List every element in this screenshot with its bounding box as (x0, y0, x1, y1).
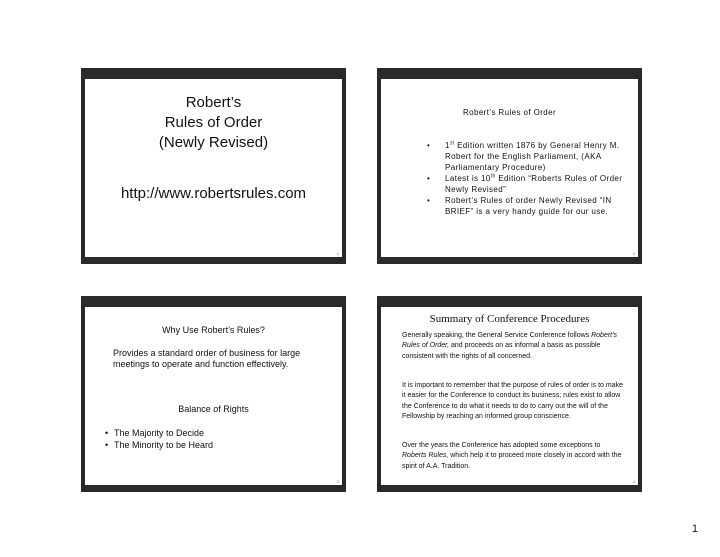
slide-2-bullet-list (427, 140, 627, 217)
list-item: • The Majority to Decide (105, 427, 213, 439)
slide-3-paragraph: Provides a standard order of business for large meetings to operate and function effectively. (113, 348, 301, 369)
slide-4-content (381, 307, 638, 485)
slide-3-content (85, 307, 342, 485)
slide-number: 3 (336, 479, 339, 484)
slide-number: 1 (336, 251, 339, 256)
paragraph: Over the years the Conference has adopted some exceptions to Roberts Rules, which help it to proceed more closely in accord with the spirit of A.A. Tradition. (402, 442, 622, 470)
list-item: • The Minority to be Heard (105, 439, 213, 451)
slide-2 (377, 68, 642, 264)
list-item: • Robert’s Rules of order Newly Revised “IN BRIEF” is a very handy guide for our use. (427, 195, 627, 217)
list-item: • 1st Edition written 1876 by General Henry M. Robert for the English Parliament, (AKA Parliamentary Procedure) (427, 140, 627, 173)
slide-3-heading: Why Use Robert’s Rules? (162, 325, 265, 335)
page-number: 1 (691, 523, 698, 535)
slide-4-heading: Summary of Conference Procedures (429, 313, 590, 325)
slide-4 (377, 296, 642, 492)
paragraph: Generally speaking, the General Service Conference follows Robert's Rules of Order, and proceeds on as informal a basis as possible consistent with the rights of all concerned. (402, 332, 617, 360)
slide-1 (81, 68, 346, 264)
slide-1-content (85, 79, 342, 257)
slide-2-heading: Robert’s Rules of Order (462, 108, 557, 117)
slide-3 (81, 296, 346, 492)
slide-number: 2 (632, 251, 635, 256)
title-line: Rules of Order (164, 114, 263, 131)
title-line: Robert’s (185, 94, 242, 111)
slide-3-bullet-list (105, 427, 213, 451)
paragraph: It is important to remember that the purpose of rules of order is to make it easier for the Conference to conduct its business; rules exist to allow the Conference to do what it needs to do to carry out the will of the Fellowship by reaching an informed group conscience. (402, 382, 623, 420)
slide-2-content (381, 79, 638, 257)
list-item: • Latest is 10th Edition “Roberts Rules of Order Newly Revised” (427, 173, 627, 195)
slide-3-subheading: Balance of Rights (178, 404, 249, 414)
slide-1-title (85, 93, 342, 153)
slide-number: 4 (632, 479, 635, 484)
website-url: http://www.robertsrules.com (120, 185, 307, 202)
title-line: (Newly Revised) (158, 134, 269, 151)
